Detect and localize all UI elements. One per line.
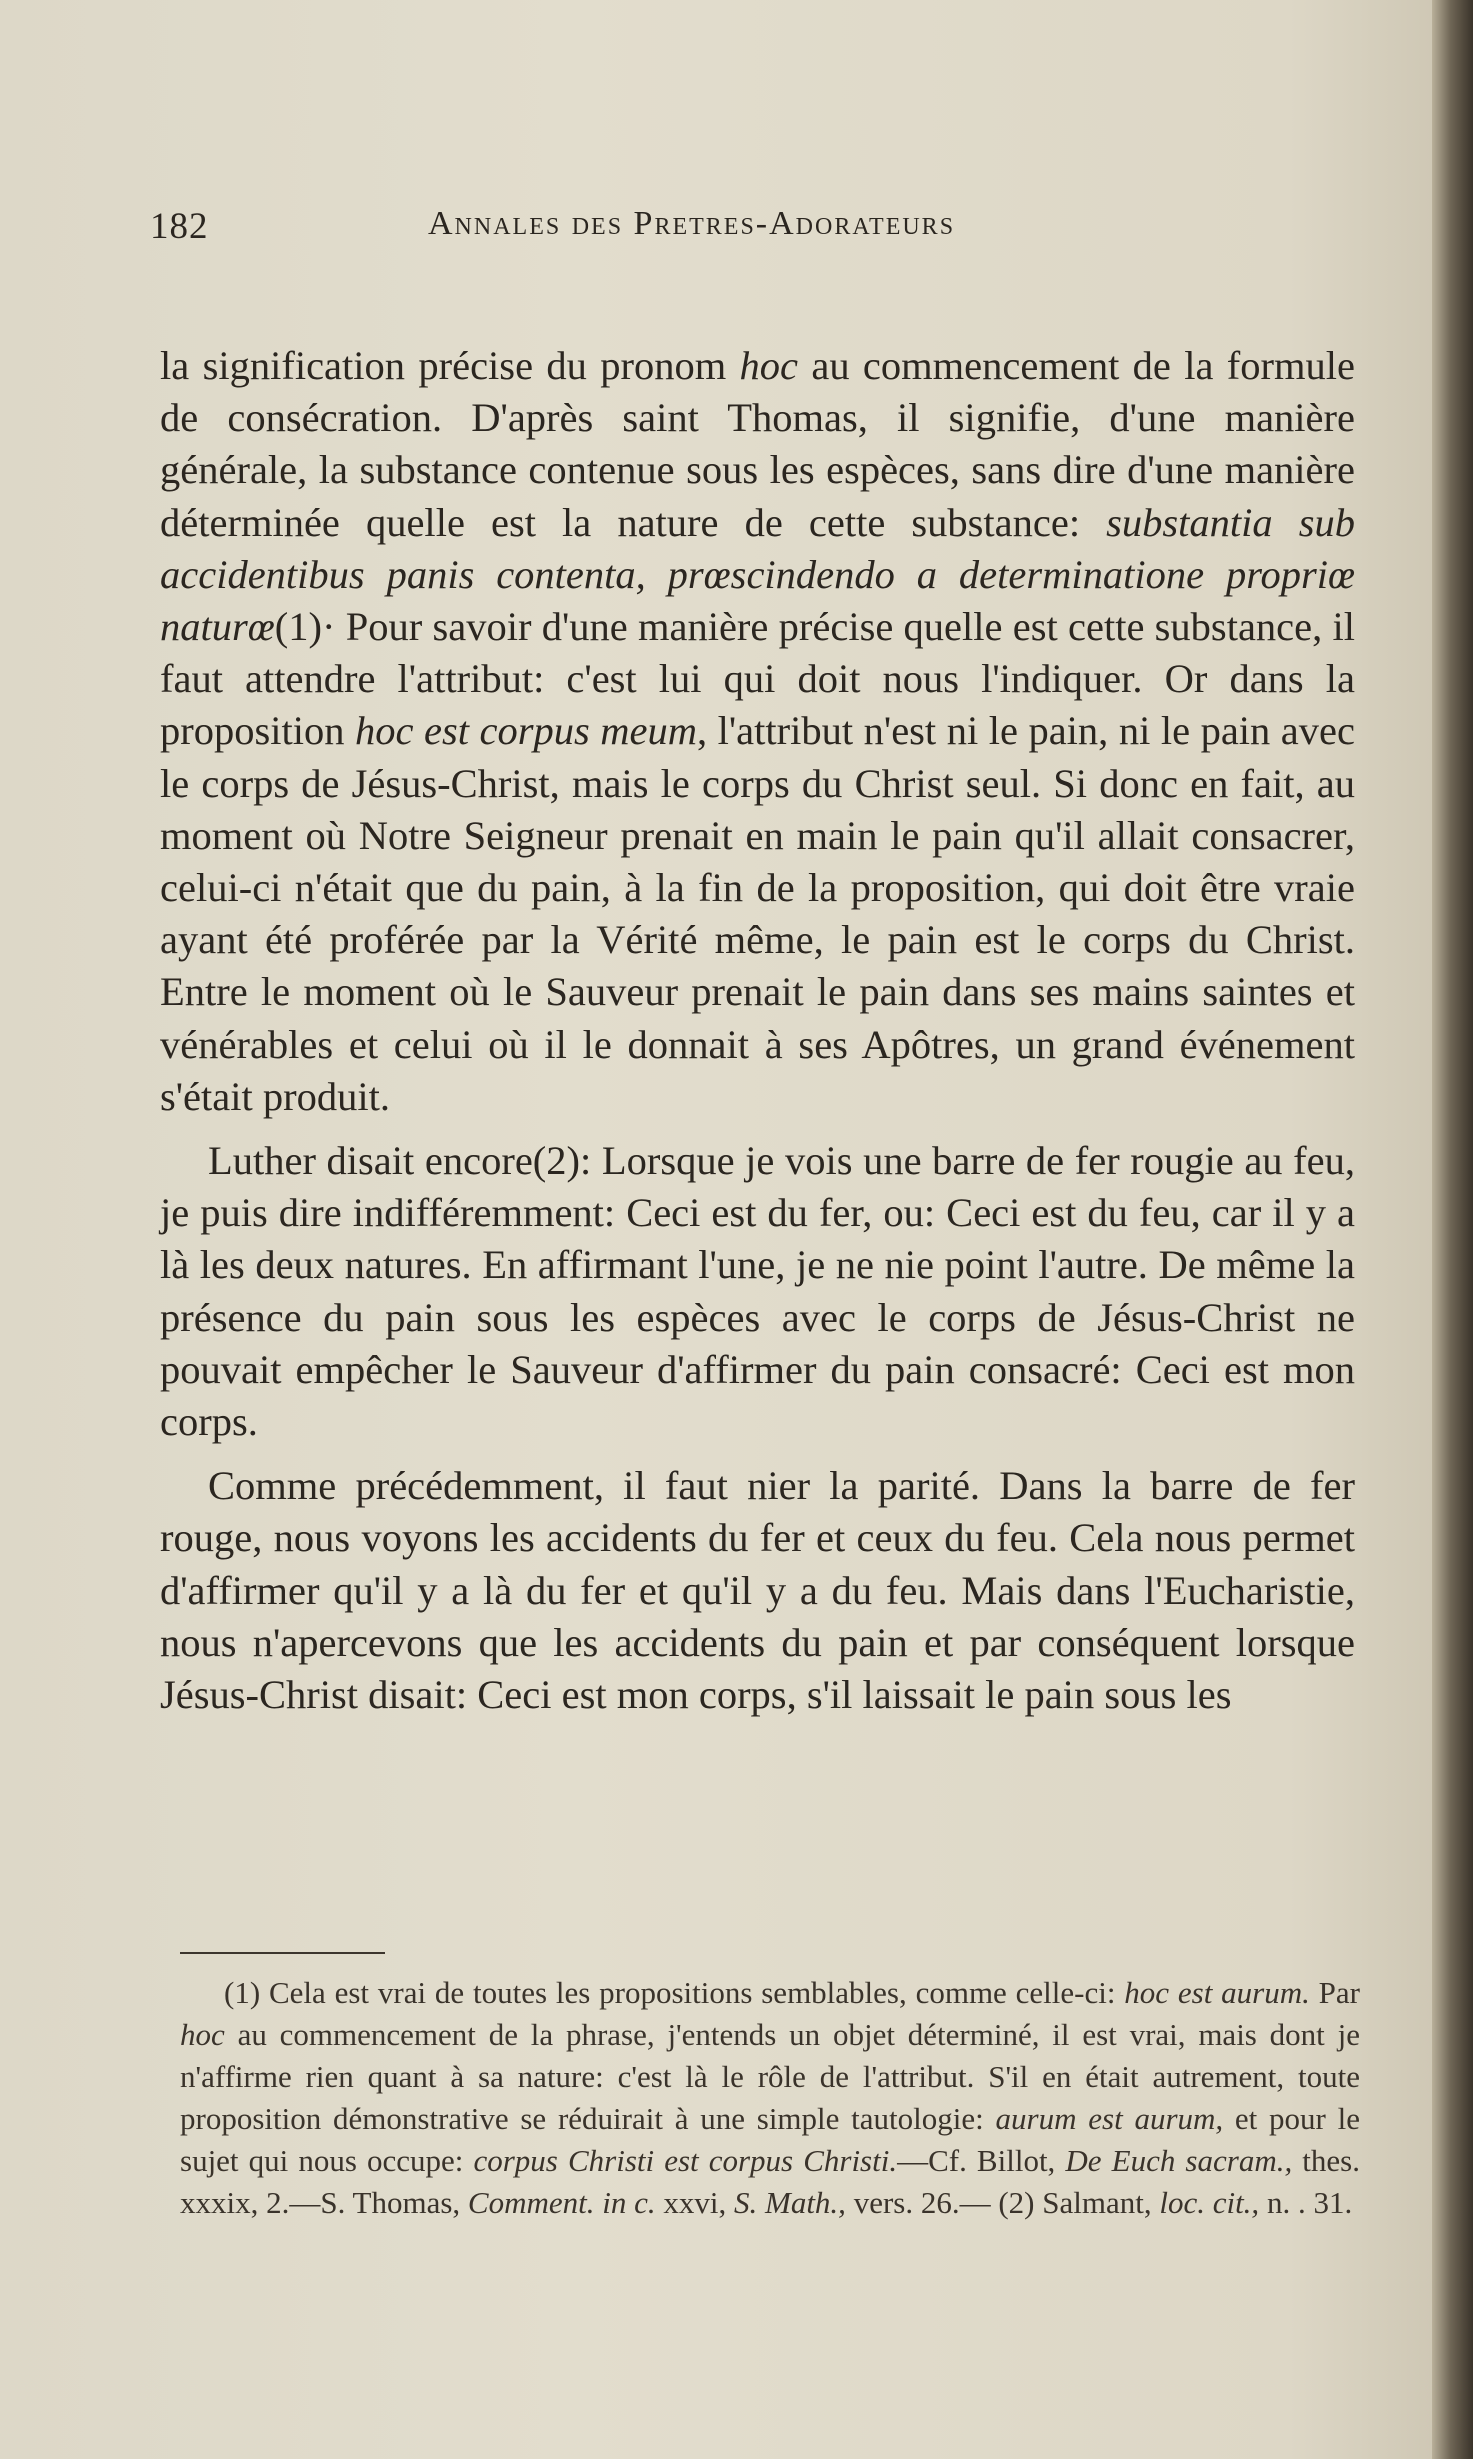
italic-run: substantia sub accidentibus panis contenta, prœscindendo a determinatione propriœ naturœ [160, 499, 1355, 650]
text-run: (1) Cela est vrai de toutes les propositions semblables, comme celle-ci: [224, 1975, 1125, 2010]
italic-run: aurum est aurum, [995, 2101, 1224, 2136]
paragraph-1 [160, 340, 1355, 1123]
italic-run: S. Math., [734, 2185, 846, 2220]
italic-run: Comment. in c. [467, 2185, 656, 2220]
text-run: au commencement de la formule de consécration. D'après saint Thomas, il signifie, d'une manière générale, la substance contenue sous les espèces, sans dire d'une manière déterminée quelle est la nature de cette substance: [160, 343, 1355, 545]
text-run: , l'attribut n'est ni le pain, ni le pain avec le corps de Jésus-Christ, mais le corps du Christ seul. Si donc en fait, au moment où Notre Seigneur prenait en main le pain qu'il allait consacrer, celui-ci n'était que du pain, à la fin de la proposition, qui doit être vraie ayant été proférée par la Vérité même, le pain est le corps du Christ. Entre le moment où le Sauveur prenait le pain dans ses mains saintes et vénérables et celui où il le donnait à ses Apôtres, un grand événement s'était produit. [160, 708, 1355, 1119]
text-run: —Cf. Billot, [897, 2143, 1066, 2178]
text-run: thes. xxxix, 2.—S. Thomas, [180, 2143, 1360, 2220]
paragraph-3: Comme précédemment, il faut nier la parité. Dans la barre de fer rouge, nous voyons les accidents du fer et ceux du feu. Cela nous permet d'affirmer qu'il y a là du fer et qu'il y a du feu. Mais dans l'Eucharistie, nous n'apercevons que les accidents du pain et par conséquent lorsque Jésus-Christ disait: Ceci est mon corps, s'il laissait le pain sous les [160, 1463, 1355, 1718]
book-spine-shadow [1432, 0, 1473, 2459]
text-run: la signification précise du pronom [160, 343, 740, 388]
italic-run: loc. cit., [1159, 2185, 1260, 2220]
italic-run: hoc [180, 2017, 225, 2052]
footnotes [180, 1972, 1360, 2224]
page-number: 182 [150, 206, 209, 247]
italic-run: hoc est corpus meum [355, 708, 697, 754]
text-run: Par [1309, 1975, 1360, 2010]
text-run: (1)· Pour savoir d'une manière précise quelle est cette substance, il faut attendre l'attribut: c'est lui qui doit nous l'indiquer. Or dans la proposition [160, 604, 1355, 754]
italic-run: De Euch sacram., [1065, 2143, 1293, 2178]
footnote-1 [180, 1972, 1360, 2224]
text-run: vers. 26.— (2) Salmant, [845, 2185, 1160, 2220]
text-run: xxvi, [655, 2185, 734, 2220]
page-header [150, 205, 1340, 265]
paragraph-2: Luther disait encore(2): Lorsque je vois une barre de fer rougie au feu, je puis dire indifféremment: Ceci est du fer, ou: Ceci est du feu, car il y a là les deux natures. En affirmant l'une, je ne nie point l'autre. De même la présence du pain sous les espèces avec le corps de Jésus-Christ ne pouvait empêcher le Sauveur d'affirmer du pain consacré: Ceci est mon corps. [160, 1138, 1355, 1445]
running-title: Annales des Pretres-Adorateurs [428, 205, 956, 242]
italic-run: hoc [739, 343, 799, 388]
text-run: n. . 31. [1259, 2185, 1353, 2220]
italic-run: hoc est aurum. [1124, 1975, 1310, 2010]
footnote-divider [180, 1952, 385, 1954]
italic-run: corpus Christi est corpus Christi. [473, 2143, 898, 2178]
main-text [160, 340, 1355, 1721]
text-run: et pour le sujet qui nous occupe: [180, 2101, 1361, 2178]
text-run: au commencement de la phrase, j'entends un objet déterminé, il est vrai, mais dont je n'affirme rien quant à sa nature: c'est là le rôle de l'attribut. S'il en était autrement, toute proposition démonstrative se réduirait à une simple tautologie: [180, 2017, 1360, 2136]
